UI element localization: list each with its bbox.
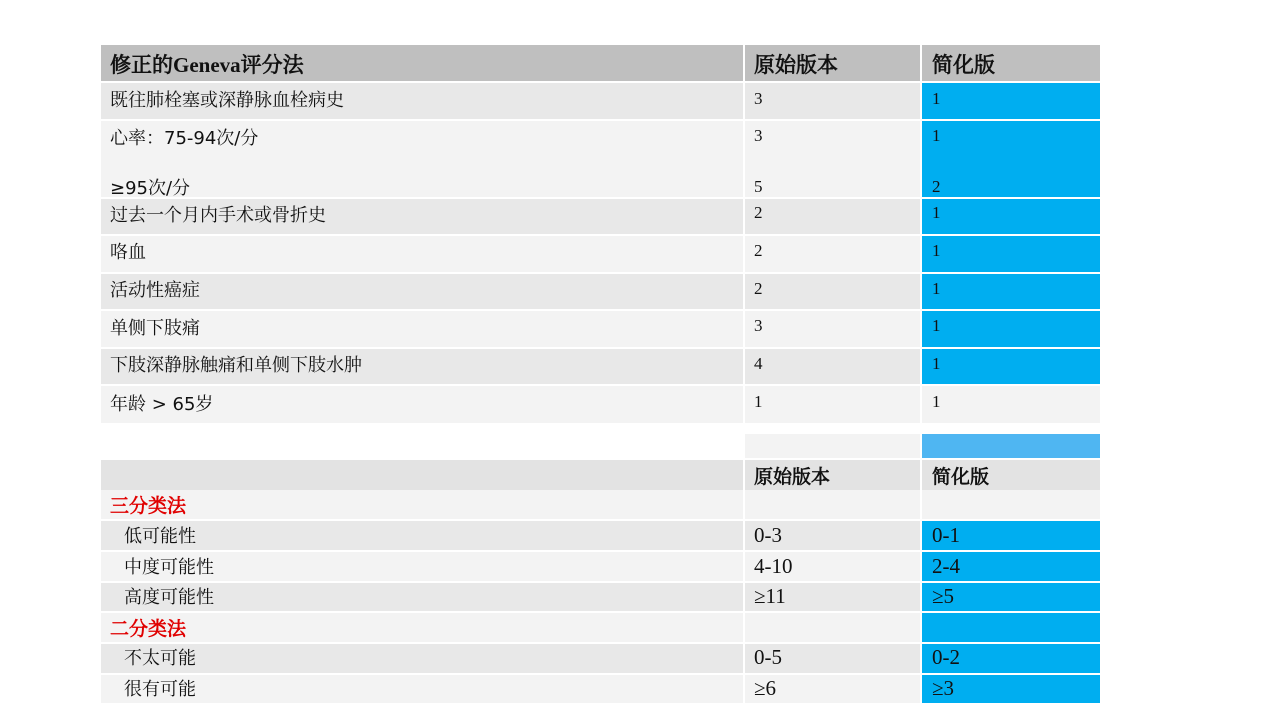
two-tier-title: 二分类法 [110,618,187,640]
three-tier-title: 三分类法 [110,495,187,517]
row-simplified-range: 0-2 [932,645,960,669]
row-simplified-range: 2-4 [932,554,960,578]
row-label-active-cancer: 活动性癌症 [110,280,200,301]
header-original: 原始版本 [754,53,838,77]
row-label-unlikely: 不太可能 [124,648,196,669]
row-label-likely: 很有可能 [124,679,196,700]
row-simplified-score: 1 [932,316,941,335]
row-original-range: ≥6 [754,676,777,700]
row-label-high: 高度可能性 [124,587,214,608]
row-simplified-score: 2 [932,177,941,196]
header-criteria: 修正的Geneva评分法 [110,53,304,77]
row-simplified-score: 1 [932,241,941,260]
header-simplified: 简化版 [932,466,990,488]
header-original: 原始版本 [754,466,831,488]
row-simplified-score: 1 [932,89,941,108]
row-label-low: 低可能性 [124,526,196,547]
row-label-age: 年龄 > 65岁 [110,394,214,415]
row-label-prior-pe-dvt: 既往肺栓塞或深静脉血栓病史 [110,90,344,111]
row-label-heart-rate-high: ≥95次/分 [110,178,191,199]
row-label-dvt-tenderness-edema: 下肢深静脉触痛和单侧下肢水肿 [110,355,362,376]
row-original-range: 0-3 [754,523,782,547]
row-original-score: 3 [754,126,763,145]
row-original-score: 2 [754,279,763,298]
row-original-score: 3 [754,89,763,108]
row-original-range: 4-10 [754,554,793,578]
row-original-score: 2 [754,241,763,260]
row-original-score: 4 [754,354,763,373]
row-original-range: ≥11 [754,584,786,608]
row-original-score: 2 [754,203,763,222]
row-simplified-score: 1 [932,354,941,373]
row-simplified-range: 0-1 [932,523,960,547]
row-simplified-score: 1 [932,126,941,145]
row-simplified-score: 1 [932,279,941,298]
header-simplified: 简化版 [932,53,995,77]
row-original-score: 5 [754,177,763,196]
row-label-moderate: 中度可能性 [124,557,214,578]
row-label-surgery-fracture: 过去一个月内手术或骨折史 [110,205,326,226]
row-label-unilateral-leg-pain: 单侧下肢痛 [110,318,200,339]
row-original-score: 3 [754,316,763,335]
row-simplified-score: 1 [932,203,941,222]
row-original-score: 1 [754,392,763,411]
row-label-heart-rate: 心率：75-94次/分 [110,128,259,149]
row-label-hemoptysis: 咯血 [110,242,146,263]
row-original-range: 0-5 [754,645,782,669]
row-simplified-range: ≥3 [932,676,955,700]
row-simplified-range: ≥5 [932,584,955,608]
row-simplified-score: 1 [932,392,941,411]
